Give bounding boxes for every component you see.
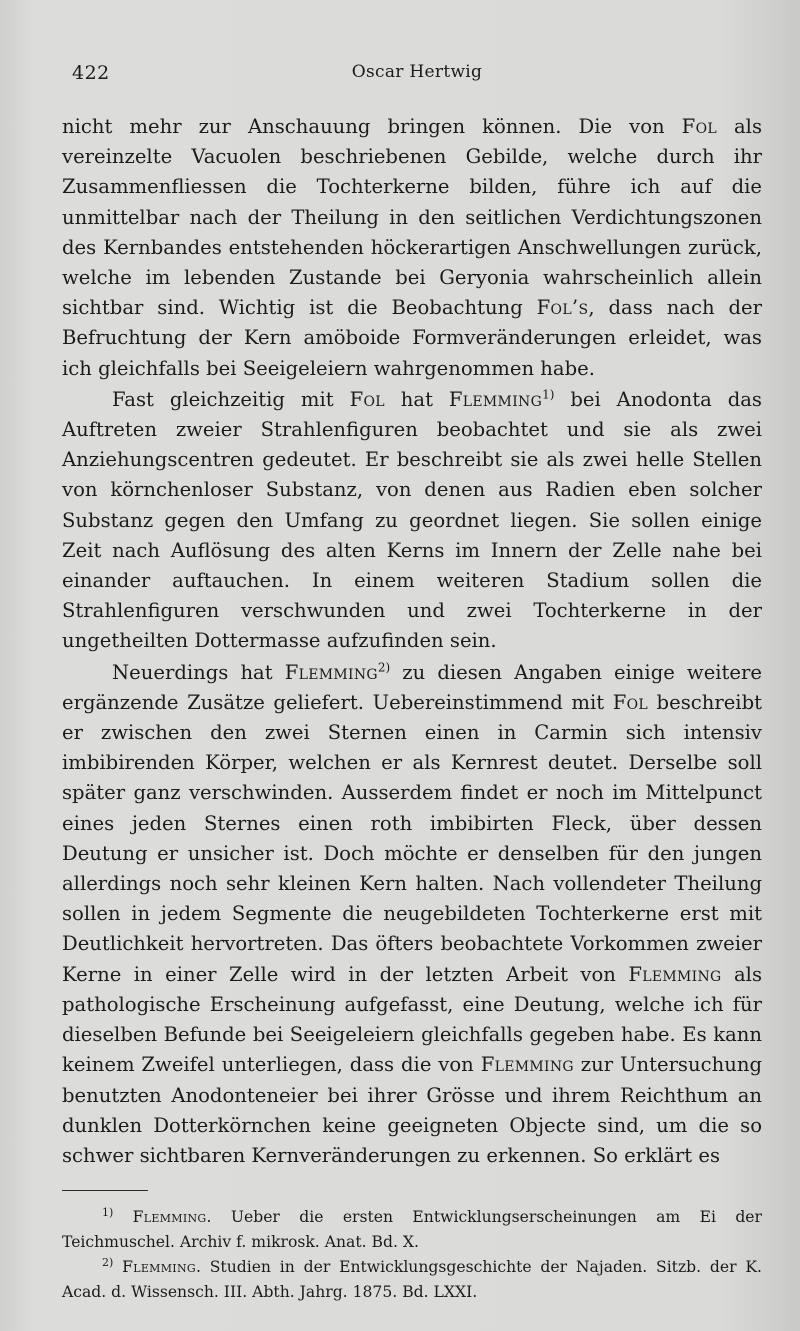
- text-run: als pathologische Erscheinung aufgefasst, eine Deutung, welche ich für dieselben Befunde bei Seeigeleiern gleichfalls gegeben habe. Es kann keinem Zweifel unterliegen, dass die von: [62, 962, 762, 1077]
- text-run: Neuerdings hat: [112, 660, 285, 684]
- footnote-rule: [62, 1190, 148, 1191]
- author-name: Fol: [612, 690, 648, 714]
- text-run: zur Untersuchung benutzten Anodonteneier bei ihrer Grösse und ihrem Reichthum an dunklen Dotterkörnchen keine geeigneten Objecte sind, um die so schwer sichtbaren Kernveränderungen zu erkennen. So erklärt es: [62, 1053, 762, 1167]
- text-run: , dass nach der Befruchtung der Kern amöboide Formveränderungen erleidet, was ich gleichfalls bei Seeigeleiern wahrgenommen habe.: [62, 296, 762, 380]
- footnote-mark: 2): [102, 1255, 114, 1269]
- paragraph: [62, 112, 762, 384]
- text-run: nicht mehr zur Anschauung bringen können. Die von: [62, 115, 682, 138]
- author-name: Flemming: [480, 1053, 574, 1077]
- text-run: hat: [384, 387, 449, 411]
- text-run: . Studien in der Entwicklungsgeschichte der Najaden. Sitzb. der K. Acad. d. Wissensch. III. Abth. Jahrg. 1875. Bd. LXXI.: [62, 1258, 762, 1301]
- footnote: [62, 1205, 762, 1255]
- body-text: [62, 112, 762, 1171]
- author-name: Fol: [349, 387, 385, 411]
- footnote-reference: 1): [542, 387, 555, 402]
- footnotes: [62, 1205, 762, 1305]
- text-run: [113, 1258, 122, 1276]
- text-run: zu diesen Angaben einige weitere ergänzende Zusätze geliefert. Uebereinstimmend mit: [62, 660, 762, 714]
- footnote-mark: 1): [102, 1205, 114, 1219]
- footnote: [62, 1255, 762, 1305]
- paragraph: [62, 658, 762, 1171]
- page-number: 422: [72, 62, 110, 84]
- author-name: Flemming: [628, 962, 722, 986]
- running-head: Oscar Hertwig: [351, 62, 483, 82]
- author-name: Flemming: [448, 387, 543, 411]
- author-name: Flemming: [284, 660, 378, 684]
- text-run: als vereinzelte Vacuolen beschriebenen Gebilde, welche durch ihr Zusammenfliessen die Tochterkerne bilden, führe ich auf die unmittelbar nach der Theilung in den seitlichen Verdichtungszonen des Kernbandes entstehenden höckerartigen Anschwellungen zurück, welche im lebenden Zustande bei Geryonia wahrscheinlich allein sichtbar sind. Wichtig ist die Beobachtung: [62, 115, 763, 320]
- footnote-reference: 2): [377, 660, 391, 675]
- text-run: . Ueber die ersten Entwicklungserscheinungen am Ei der Teichmuschel. Archiv f. mikrosk. Anat. Bd. X.: [62, 1208, 762, 1251]
- text-run: Fast gleichzeitig mit: [112, 387, 350, 411]
- author-name: Flemming: [132, 1208, 207, 1226]
- text-run: [113, 1208, 132, 1226]
- page-header: [72, 62, 762, 88]
- author-name: Fol: [681, 115, 717, 138]
- paragraph: [62, 385, 762, 657]
- text-run: beschreibt er zwischen den zwei Sternen einen in Carmin sich intensiv imbibirenden Körper, welchen er als Kernrest deutet. Derselbe soll später ganz verschwinden. Ausserdem findet er noch im Mittelpunct eines jeden Sternes einen roth imbibirten Fleck, über dessen Deutung er unsicher ist. Doch möchte er denselben für den jungen allerdings noch sehr kleinen Kern halten. Nach vollendeter Theilung sollen in jedem Segmente die neugebildeten Tochterkerne erst mit Deutlichkeit hervortreten. Das öfters beobachtete Vorkommen zweier Kerne in einer Zelle wird in der letzten Arbeit von: [62, 690, 762, 986]
- text-run: bei Anodonta das Auftreten zweier Strahlenfiguren beobachtet und sie als zwei Anziehungscentren gedeutet. Er beschreibt sie als zwei helle Stellen von körnchenloser Substanz, von denen aus Radien eben solcher Substanz gegen den Umfang zu geordnet liegen. Sie sollen einige Zeit nach Auflösung des alten Kerns im Innern der Zelle nahe bei einander auftauchen. In einem weiteren Stadium sollen die Strahlenfiguren verschwunden und zwei Tochterkerne in der ungetheilten Dottermasse aufzufinden sein.: [62, 387, 762, 653]
- author-name: Flemming: [122, 1258, 196, 1276]
- author-name: Fol’s: [536, 296, 589, 320]
